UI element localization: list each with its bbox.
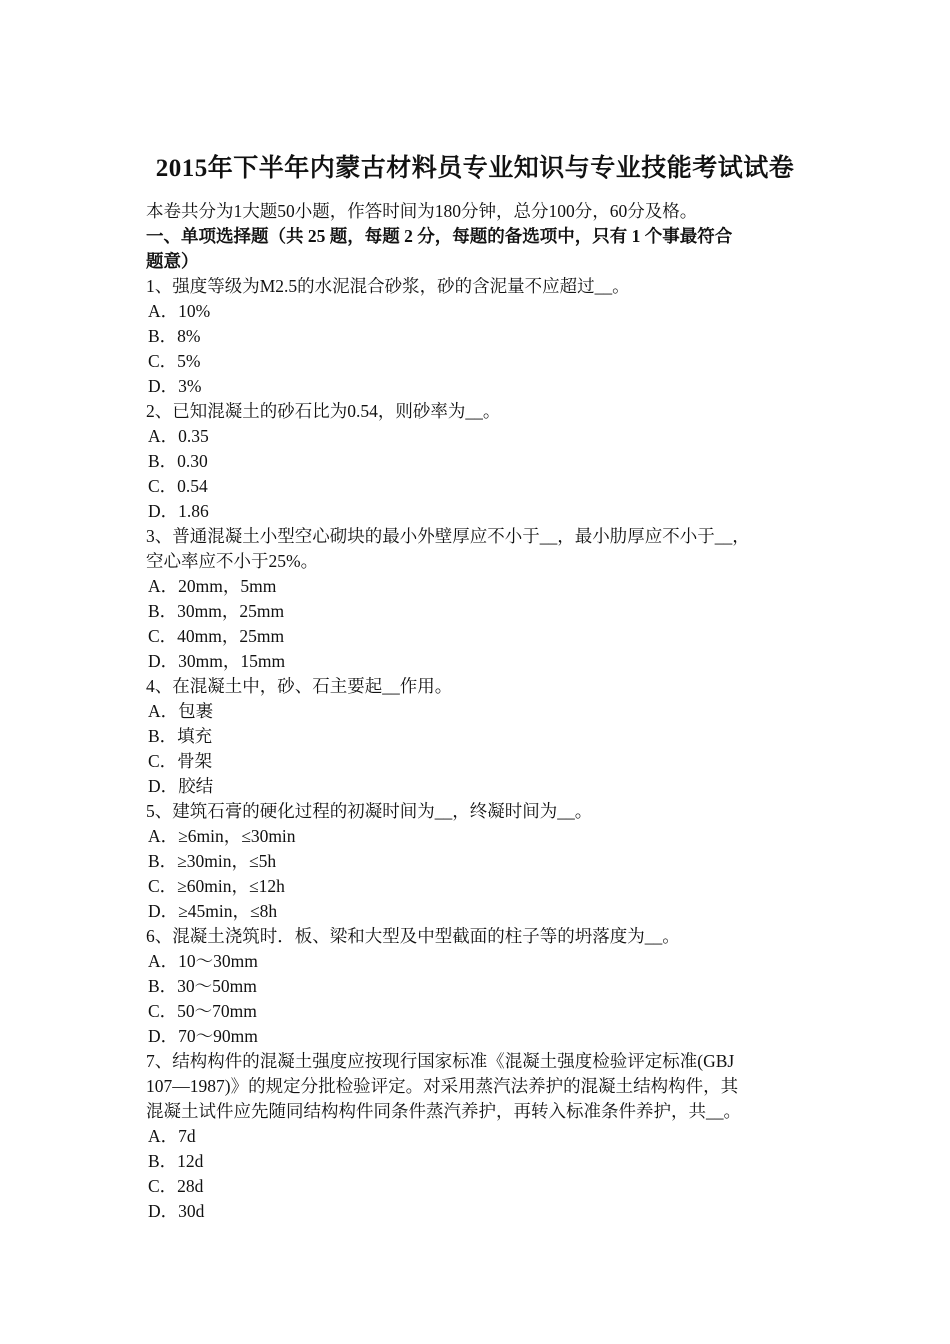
section-heading-cont: 题意）	[146, 251, 199, 271]
option-b: B．30mm，25mm	[148, 601, 285, 621]
option-c: C．40mm，25mm	[148, 626, 285, 646]
option-c: C．28d	[148, 1176, 204, 1196]
option-d: D．1.86	[148, 501, 209, 521]
option-a: A．10～30mm	[148, 951, 258, 971]
section-heading: 一、单项选择题（共 25 题，每题 2 分，每题的备选项中，只有 1 个事最符合	[146, 226, 733, 246]
option-d: D．3%	[148, 376, 202, 396]
question-text-cont: 107—1987)》的规定分批检验评定。对采用蒸汽法养护的混凝土结构构件，其	[146, 1076, 739, 1096]
question-text-cont: 混凝土试件应先随同结构构件同条件蒸汽养护，再转入标准条件养护，共__。	[146, 1101, 741, 1121]
question-7	[146, 1049, 811, 1224]
option-a: A．包裹	[148, 701, 214, 721]
option-b: B．12d	[148, 1151, 204, 1171]
option-c: C．5%	[148, 351, 201, 371]
option-a: A．0.35	[148, 426, 209, 446]
option-d: D．胶结	[148, 776, 214, 796]
question-1	[146, 274, 811, 399]
question-text: 2、已知混凝土的砂石比为0.54，则砂率为__。	[146, 401, 501, 421]
option-b: B．≥30min，≤5h	[148, 851, 277, 871]
question-4	[146, 674, 811, 799]
document-title: 2015年下半年内蒙古材料员专业知识与专业技能考试试卷	[155, 155, 795, 182]
question-text: 5、建筑石膏的硬化过程的初凝时间为__，终凝时间为__。	[146, 801, 593, 821]
option-d: D．≥45min，≤8h	[148, 901, 278, 921]
option-a: A．7d	[148, 1126, 196, 1146]
question-text: 6、混凝土浇筑时．板、梁和大型及中型截面的柱子等的坍落度为__。	[146, 926, 680, 946]
question-text-cont: 空心率应不小于25%。	[146, 551, 319, 571]
option-b: B．30～50mm	[148, 976, 257, 996]
option-c: C．骨架	[148, 751, 213, 771]
exam-intro: 本卷共分为1大题50小题，作答时间为180分钟，总分100分，60分及格。	[146, 201, 698, 221]
question-6	[146, 924, 811, 1049]
option-b: B．8%	[148, 326, 201, 346]
option-d: D．30d	[148, 1201, 205, 1221]
option-b: B．0.30	[148, 451, 208, 471]
question-text: 1、强度等级为M2.5的水泥混合砂浆，砂的含泥量不应超过__。	[146, 276, 630, 296]
option-a: A．≥6min，≤30min	[148, 826, 296, 846]
document-body	[146, 199, 811, 1224]
question-5	[146, 799, 811, 924]
option-d: D．70～90mm	[148, 1026, 258, 1046]
option-a: A．10%	[148, 301, 211, 321]
question-3	[146, 524, 811, 674]
question-2	[146, 399, 811, 524]
option-c: C．0.54	[148, 476, 208, 496]
option-b: B．填充	[148, 726, 213, 746]
question-text: 4、在混凝土中，砂、石主要起__作用。	[146, 676, 453, 696]
option-a: A．20mm，5mm	[148, 576, 277, 596]
question-text: 3、普通混凝土小型空心砌块的最小外壁厚应不小于__，最小肋厚应不小于__，	[146, 526, 750, 546]
option-d: D．30mm，15mm	[148, 651, 286, 671]
question-text: 7、结构构件的混凝土强度应按现行国家标准《混凝土强度检验评定标准(GBJ	[146, 1051, 735, 1071]
option-c: C．50～70mm	[148, 1001, 257, 1021]
option-c: C．≥60min，≤12h	[148, 876, 285, 896]
